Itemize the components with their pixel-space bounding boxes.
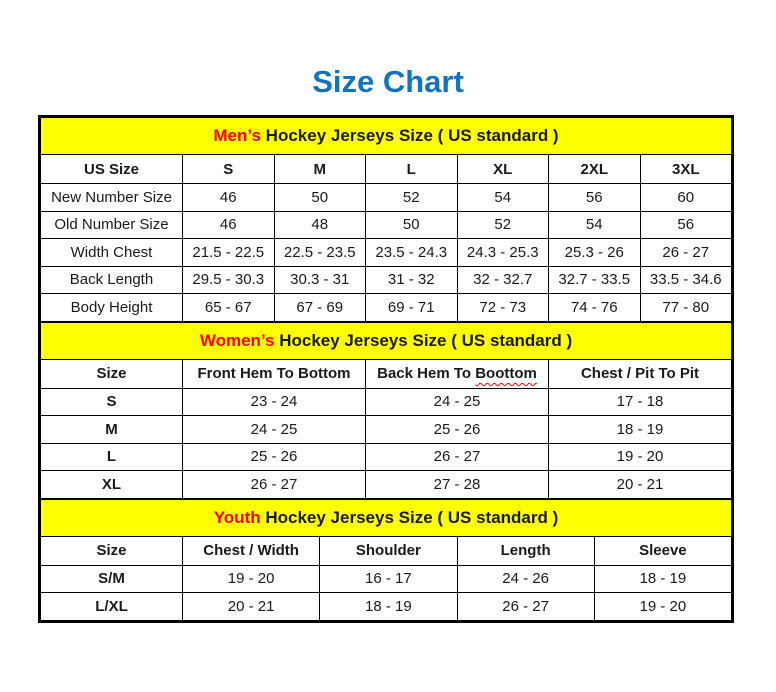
misspelled-word: Boottom	[475, 365, 537, 382]
section-title-highlight: Youth	[213, 507, 261, 527]
value-cell: 26 - 27	[366, 443, 549, 471]
column-header	[366, 359, 549, 388]
value-cell: 21.5 - 22.5	[183, 239, 275, 267]
table-row	[41, 266, 732, 294]
value-cell: 18 - 19	[320, 593, 457, 621]
header-row	[41, 536, 732, 565]
value-cell: 48	[274, 211, 366, 239]
value-cell: 67 - 69	[274, 294, 366, 322]
table-row	[41, 593, 732, 621]
value-cell: 30.3 - 31	[274, 266, 366, 294]
value-cell: 25 - 26	[183, 443, 366, 471]
value-cell: 16 - 17	[320, 565, 457, 593]
column-header: Sleeve	[594, 536, 731, 565]
value-cell: 52	[366, 184, 458, 212]
page-title: Size Chart	[312, 64, 464, 99]
table-row	[41, 565, 732, 593]
value-cell: 24 - 25	[366, 388, 549, 416]
value-cell: 24 - 26	[457, 565, 594, 593]
row-label-cell: S/M	[41, 565, 183, 593]
column-header: Size	[41, 359, 183, 388]
column-header: Size	[41, 536, 183, 565]
value-cell: 23.5 - 24.3	[366, 239, 458, 267]
section-title-highlight: Men’s	[213, 126, 261, 145]
section-title-rest: Hockey Jerseys Size ( US standard )	[265, 126, 559, 145]
value-cell: 52	[457, 211, 549, 239]
womens-size-table	[40, 322, 732, 499]
column-header: Front Hem To Bottom	[183, 359, 366, 388]
value-cell: 24 - 25	[183, 416, 366, 444]
value-cell: 60	[640, 184, 732, 212]
section-band-row	[41, 322, 732, 359]
value-cell: 25.3 - 26	[549, 239, 641, 267]
value-cell: 74 - 76	[549, 294, 641, 322]
value-cell: 65 - 67	[183, 294, 275, 322]
row-label-cell: M	[41, 416, 183, 444]
value-cell: 19 - 20	[183, 565, 320, 593]
section-title	[41, 322, 732, 359]
table-row	[41, 184, 732, 212]
row-label-cell: New Number Size	[41, 184, 183, 212]
value-cell: 32.7 - 33.5	[549, 266, 641, 294]
table-row	[41, 239, 732, 267]
section-title	[41, 499, 732, 536]
row-label-cell: Old Number Size	[41, 211, 183, 239]
value-cell: 27 - 28	[366, 471, 549, 499]
value-cell: 25 - 26	[366, 416, 549, 444]
section-band-row	[41, 499, 732, 536]
mens-size-table	[40, 117, 732, 322]
value-cell: 54	[549, 211, 641, 239]
section-title-highlight: Women’s	[199, 330, 275, 350]
header-row	[41, 359, 732, 388]
value-cell: 22.5 - 23.5	[274, 239, 366, 267]
column-header: XL	[457, 155, 549, 184]
value-cell: 19 - 20	[594, 593, 731, 621]
column-header: L	[366, 155, 458, 184]
value-cell: 54	[457, 184, 549, 212]
value-cell: 72 - 73	[457, 294, 549, 322]
value-cell: 69 - 71	[366, 294, 458, 322]
column-header-text: Back Hem To	[377, 365, 476, 382]
row-label-cell: S	[41, 388, 183, 416]
value-cell: 23 - 24	[183, 388, 366, 416]
section-title	[41, 118, 732, 155]
value-cell: 26 - 27	[640, 239, 732, 267]
value-cell: 46	[183, 211, 275, 239]
section-title-rest: Hockey Jerseys Size ( US standard )	[279, 330, 573, 350]
row-label-cell: L	[41, 443, 183, 471]
value-cell: 77 - 80	[640, 294, 732, 322]
column-header: M	[274, 155, 366, 184]
value-cell: 19 - 20	[549, 443, 732, 471]
table-row	[41, 443, 732, 471]
value-cell: 32 - 32.7	[457, 266, 549, 294]
table-row	[41, 211, 732, 239]
value-cell: 20 - 21	[183, 593, 320, 621]
value-cell: 50	[274, 184, 366, 212]
column-header: Shoulder	[320, 536, 457, 565]
value-cell: 18 - 19	[594, 565, 731, 593]
row-label-cell: Back Length	[41, 266, 183, 294]
table-row	[41, 294, 732, 322]
section-band-row	[41, 118, 732, 155]
value-cell: 17 - 18	[549, 388, 732, 416]
value-cell: 56	[640, 211, 732, 239]
row-label-cell: L/XL	[41, 593, 183, 621]
value-cell: 20 - 21	[549, 471, 732, 499]
value-cell: 18 - 19	[549, 416, 732, 444]
value-cell: 50	[366, 211, 458, 239]
value-cell: 29.5 - 30.3	[183, 266, 275, 294]
size-chart	[38, 115, 734, 623]
value-cell: 26 - 27	[183, 471, 366, 499]
column-header: Length	[457, 536, 594, 565]
table-row	[41, 388, 732, 416]
column-header: 3XL	[640, 155, 732, 184]
column-header: US Size	[41, 155, 183, 184]
row-label-cell: Body Height	[41, 294, 183, 322]
value-cell: 26 - 27	[457, 593, 594, 621]
row-label-cell: XL	[41, 471, 183, 499]
column-header: 2XL	[549, 155, 641, 184]
youth-size-table	[40, 499, 732, 621]
column-header: Chest / Width	[183, 536, 320, 565]
value-cell: 46	[183, 184, 275, 212]
table-row	[41, 416, 732, 444]
value-cell: 24.3 - 25.3	[457, 239, 549, 267]
value-cell: 56	[549, 184, 641, 212]
column-header: S	[183, 155, 275, 184]
header-row	[41, 155, 732, 184]
value-cell: 33.5 - 34.6	[640, 266, 732, 294]
value-cell: 31 - 32	[366, 266, 458, 294]
column-header: Chest / Pit To Pit	[549, 359, 732, 388]
section-title-rest: Hockey Jerseys Size ( US standard )	[265, 507, 559, 527]
row-label-cell: Width Chest	[41, 239, 183, 267]
table-row	[41, 471, 732, 499]
